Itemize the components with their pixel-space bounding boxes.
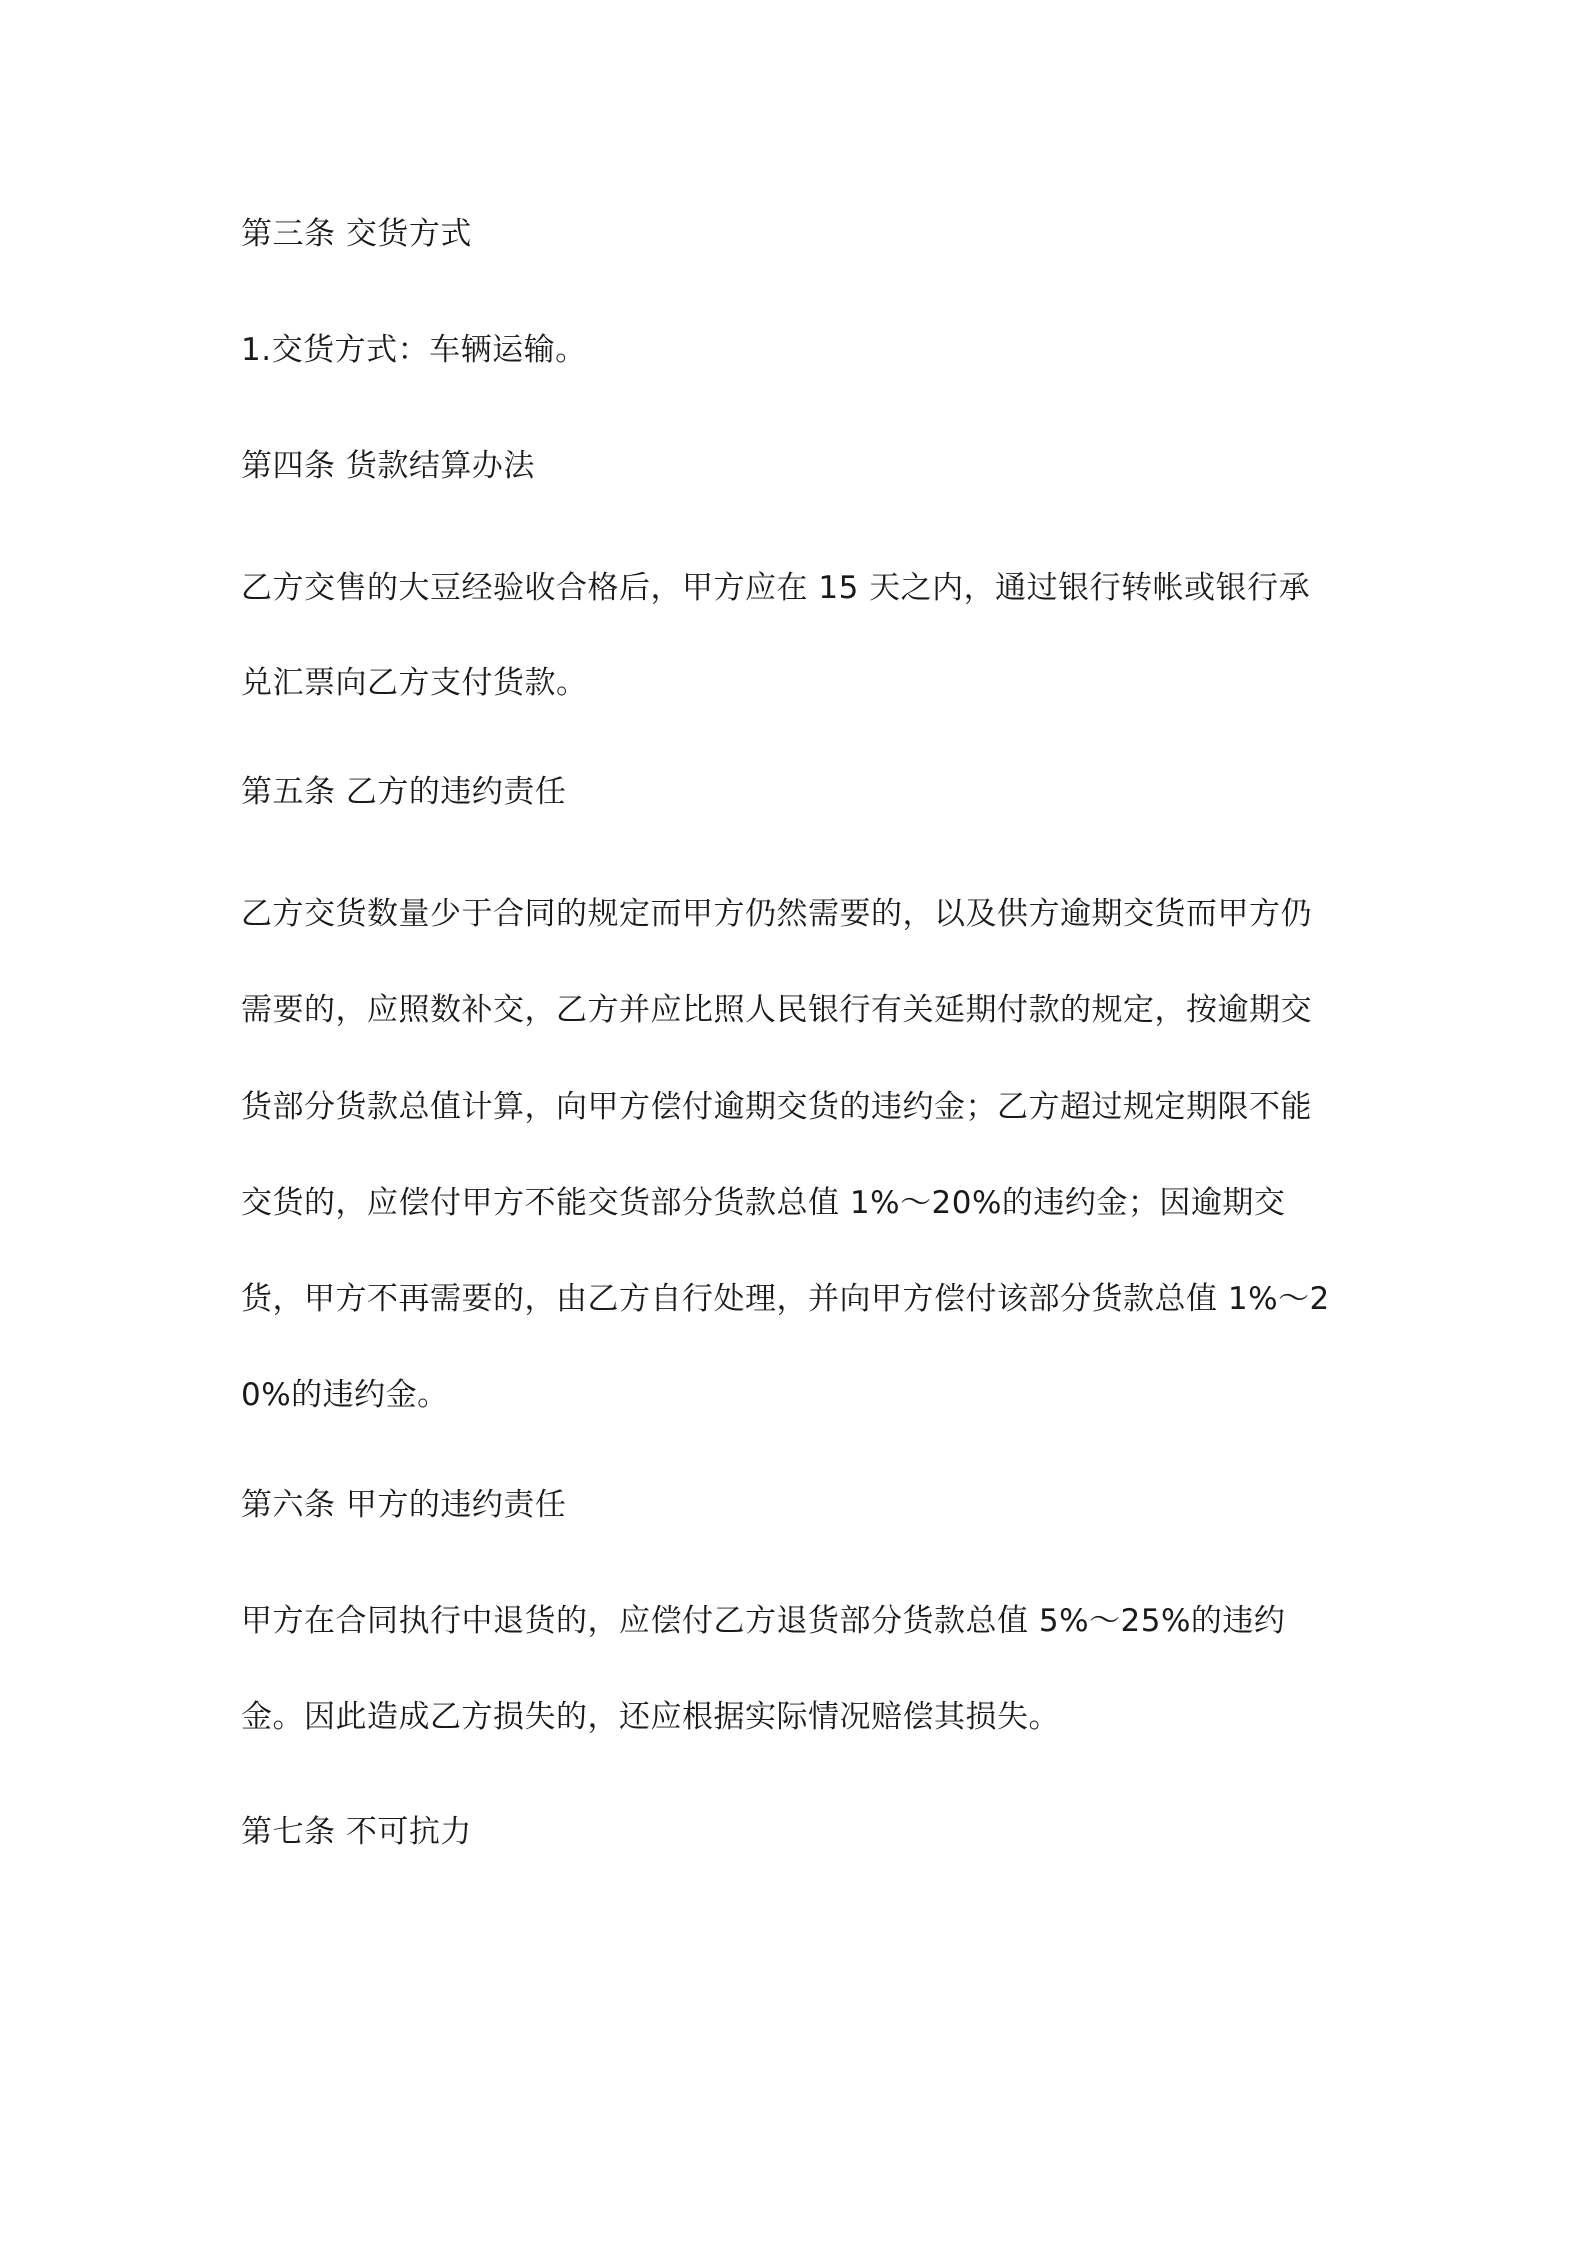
paragraph-settlement-line-1: 乙方交售的大豆经验收合格后，甲方应在 15 天之内，通过银行转帐或银行承 <box>241 570 1311 606</box>
paragraph-b-liability-line-1: 乙方交货数量少于合同的规定而甲方仍然需要的，以及供方逾期交货而甲方仍 <box>241 896 1312 932</box>
paragraph-delivery-method: 1.交货方式：车辆运输。 <box>241 332 587 368</box>
paragraph-b-liability-line-3: 货部分货款总值计算，向甲方偿付逾期交货的违约金；乙方超过规定期限不能 <box>241 1089 1312 1125</box>
paragraph-b-liability-line-4: 交货的，应偿付甲方不能交货部分货款总值 1%～20%的违约金；因逾期交 <box>241 1185 1286 1221</box>
paragraph-a-liability-line-2: 金。因此造成乙方损失的，还应根据实际情况赔偿其损失。 <box>241 1699 1060 1735</box>
paragraph-settlement-line-2: 兑汇票向乙方支付货款。 <box>241 665 588 701</box>
paragraph-b-liability-line-2: 需要的，应照数补交，乙方并应比照人民银行有关延期付款的规定，按逾期交 <box>241 992 1312 1028</box>
heading-article-7: 第七条 不可抗力 <box>241 1814 472 1850</box>
paragraph-b-liability-line-6: 0%的违约金。 <box>241 1377 449 1413</box>
heading-article-3: 第三条 交货方式 <box>241 216 472 252</box>
paragraph-a-liability-line-1: 甲方在合同执行中退货的，应偿付乙方退货部分货款总值 5%～25%的违约 <box>241 1603 1286 1639</box>
heading-article-6: 第六条 甲方的违约责任 <box>241 1487 567 1523</box>
heading-article-4: 第四条 货款结算办法 <box>241 448 535 484</box>
heading-article-5: 第五条 乙方的违约责任 <box>241 774 567 810</box>
paragraph-b-liability-line-5: 货，甲方不再需要的，由乙方自行处理，并向甲方偿付该部分货款总值 1%～2 <box>241 1281 1330 1317</box>
